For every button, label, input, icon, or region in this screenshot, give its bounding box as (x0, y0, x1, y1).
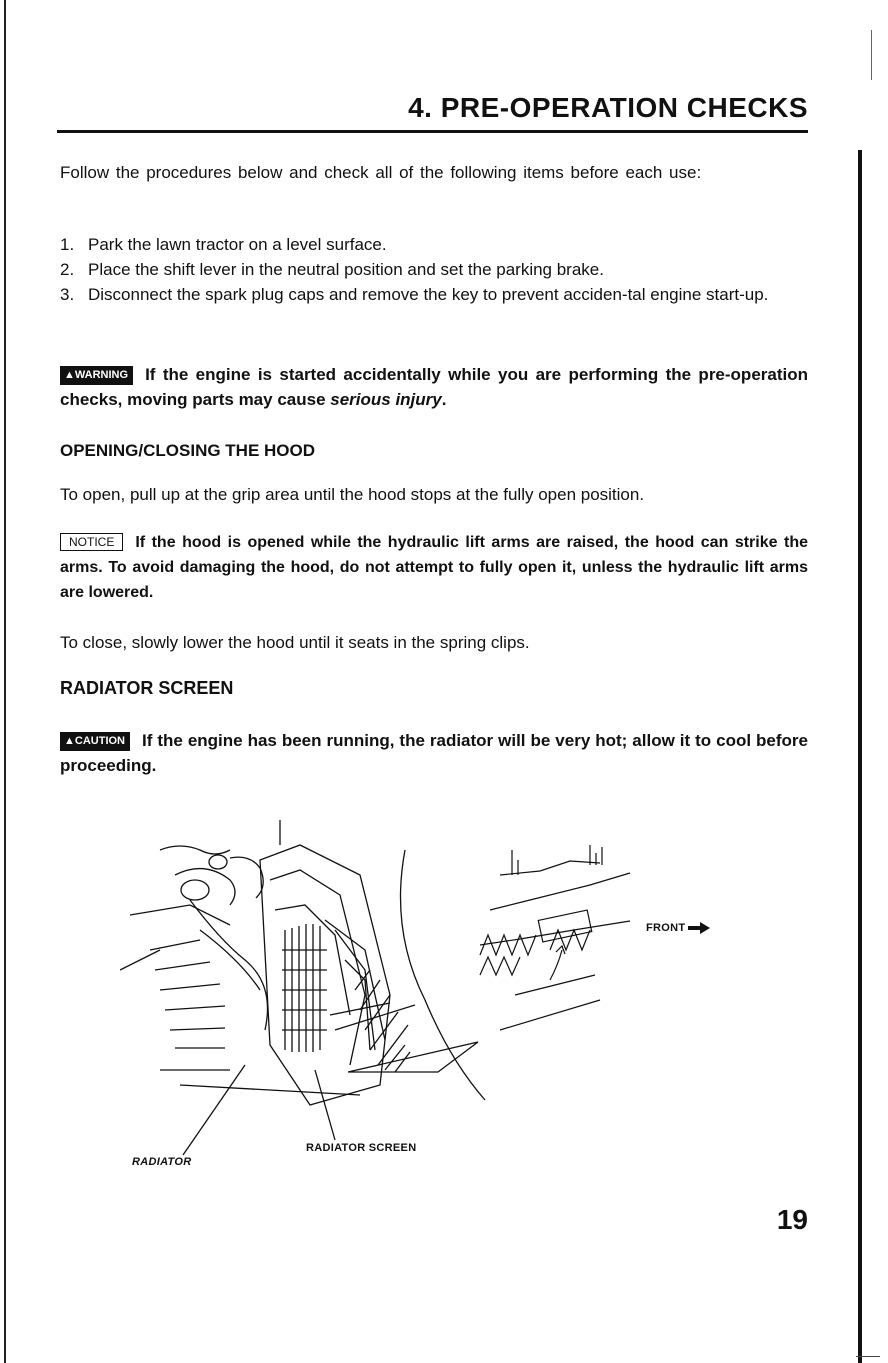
list-item (60, 257, 808, 282)
page-edge-left (4, 0, 6, 1363)
list-item (60, 232, 808, 257)
warning-message (60, 362, 808, 412)
label-radiator: RADIATOR (132, 1156, 192, 1168)
warning-badge (60, 366, 133, 385)
page-title: 4. PRE-OPERATION CHECKS (408, 92, 808, 123)
step-text: Park the lawn tractor on a level surface. (88, 235, 387, 254)
page-edge-mark (871, 30, 872, 80)
notice-text: If the hood is opened while the hydraulic lift arms are raised, the hood can strike the arms. To avoid damaging the hood, do not attempt to fully open it, unless the hydraulic lift arms are lowered. (60, 534, 808, 601)
title-rule (57, 130, 808, 133)
warning-triangle-icon: ▲ (64, 369, 75, 381)
section-heading-radiator: RADIATOR SCREEN (60, 678, 234, 698)
warning-emphasis: serious injury (330, 390, 442, 409)
list-item (60, 282, 808, 307)
step-text: Place the shift lever in the neutral position and set the parking brake. (88, 260, 604, 279)
label-front (646, 922, 710, 934)
page-number: 19 (776, 1204, 808, 1235)
step-number: 1. (60, 235, 75, 254)
radiator-drawing (120, 820, 760, 1200)
step-text: Disconnect the spark plug caps and remove the key to prevent acciden-tal engine start-up. (88, 285, 769, 304)
warning-text: If the engine is started accidentally while you are performing the pre-operation checks, moving parts may cause (60, 365, 808, 409)
notice-message (60, 530, 808, 605)
label-radiator-screen: RADIATOR SCREEN (306, 1142, 417, 1154)
intro-paragraph: Follow the procedures below and check all of the following items before each use: (60, 163, 702, 182)
caution-text: If the engine has been running, the radiator will be very hot; allow it to cool before proceeding. (60, 731, 808, 775)
arrow-right-icon (688, 922, 710, 934)
hood-close-paragraph: To close, slowly lower the hood until it seats in the spring clips. (60, 633, 530, 652)
radiator-illustration (120, 820, 760, 1200)
step-number: 2. (60, 260, 75, 279)
steps-list (60, 232, 808, 307)
section-heading-hood: OPENING/CLOSING THE HOOD (60, 441, 316, 460)
caution-badge (60, 732, 130, 751)
step-number: 3. (60, 285, 75, 304)
warning-badge-label: WARNING (74, 369, 129, 381)
caution-badge-label: CAUTION (74, 735, 125, 747)
caution-message (60, 728, 808, 778)
page-corner-mark (856, 1356, 880, 1357)
warning-text-end: . (441, 390, 447, 409)
page-edge-right (858, 150, 862, 1363)
notice-badge: NOTICE (60, 533, 123, 551)
hood-open-paragraph: To open, pull up at the grip area until the hood stops at the fully open position. (60, 485, 645, 504)
warning-triangle-icon: ▲ (64, 735, 75, 747)
label-front-text: FRONT (646, 922, 686, 934)
